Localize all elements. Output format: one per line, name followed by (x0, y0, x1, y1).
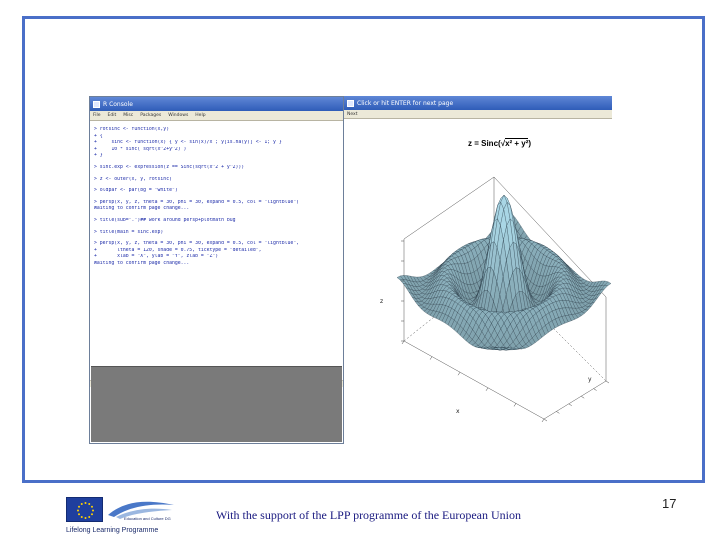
r-console-titlebar[interactable] (90, 97, 343, 111)
eu-star-icon (85, 502, 87, 504)
console-line: Waiting to confirm page change... (94, 206, 190, 212)
eu-star-icon (77, 510, 79, 512)
menu-file[interactable]: File (93, 113, 101, 118)
page-number: 17 (662, 496, 677, 511)
plot-title-formula (468, 139, 531, 148)
persp-plot (344, 119, 612, 444)
formula-rhs: x² + y² (505, 139, 529, 148)
axis-tick (556, 411, 559, 413)
axis-tick (458, 372, 460, 375)
menu-next[interactable]: Next (347, 111, 358, 117)
axis-tick (606, 381, 609, 383)
eu-star-icon (91, 506, 93, 508)
axis-tick (594, 389, 597, 391)
llp-caption: Lifelong Learning Programme (66, 527, 159, 534)
axis-tick (486, 388, 488, 391)
eu-stars-icon (67, 498, 104, 523)
console-line: Waiting to confirm page change... (94, 260, 190, 266)
eu-star-icon (92, 510, 94, 512)
eu-star-icon (88, 516, 90, 518)
box-edge (404, 341, 544, 419)
axis-tick (430, 357, 432, 360)
formula-lhs: z = Sinc( (468, 139, 501, 148)
r-app-icon (93, 101, 100, 108)
r-console-output[interactable] (90, 121, 343, 380)
console-line: > title(main = sinc.exp) (94, 229, 164, 235)
console-line: + ltheta = 120, shade = 0.75, ticktype = "detailed", (94, 247, 262, 253)
eu-star-icon (88, 503, 90, 505)
menu-packages[interactable]: Packages (140, 113, 162, 118)
axis-tick (514, 403, 516, 406)
r-graphics-title: Click or hit ENTER for next page (357, 99, 454, 107)
axis-tick (544, 419, 547, 421)
eu-flag-logo (66, 497, 103, 522)
eu-star-icon (91, 513, 93, 515)
formula-close: ) (528, 139, 532, 148)
formula-sqrt-sign: √ (500, 139, 506, 148)
axis-label-y: y (588, 376, 592, 383)
eu-star-icon (81, 516, 83, 518)
r-console-title: R Console (103, 100, 133, 108)
llp-mini-caption: Education and Culture DG (124, 516, 171, 521)
box-edge (404, 177, 494, 239)
r-graphics-titlebar[interactable] (344, 96, 612, 110)
axis-tick (542, 419, 544, 422)
eu-star-icon (81, 503, 83, 505)
console-line: + { (94, 133, 103, 139)
menu-edit[interactable]: Edit (107, 113, 117, 118)
console-line: + sinc <- function(x) { y <- sin(x)/x ; y[is.na(y)] <- 1; y } (94, 140, 282, 146)
box-edge (544, 381, 606, 419)
console-line: > rotsinc <- function(x,y) (94, 127, 170, 132)
console-line: + 10 * sinc( sqrt(x^2+y^2) ) (94, 146, 187, 152)
console-line: > z <- outer(x, y, rotsinc) (94, 176, 172, 182)
console-line: > oldpar <- par(bg = "white") (94, 188, 178, 194)
console-line: + } (94, 153, 103, 159)
r-graphics-menubar (344, 110, 612, 119)
surface-plot-svg (344, 119, 612, 444)
console-line: + xlab = "X", ylab = "Y", zlab = "Z") (94, 254, 219, 260)
console-line: > sinc.exp <- expression(z == Sinc(sqrt(x^2 + y^2))) (94, 164, 245, 170)
r-console-menubar (90, 111, 343, 121)
axis-tick (569, 404, 572, 406)
console-empty-area (91, 366, 342, 442)
axis-label-z: z (380, 298, 384, 305)
r-graphics-icon (347, 100, 354, 107)
axis-label-x: x (456, 408, 460, 415)
menu-misc[interactable]: Misc (123, 113, 134, 118)
menu-windows[interactable]: Windows (168, 113, 189, 118)
r-console-window[interactable] (89, 96, 344, 444)
console-line: > title(sub=".")## work around persp+plotmath bug (94, 217, 236, 223)
eu-star-icon (85, 517, 87, 519)
axis-tick (581, 396, 584, 398)
eu-star-icon (78, 506, 80, 508)
sinc-surface (397, 195, 611, 350)
r-graphics-window[interactable] (344, 96, 612, 444)
eu-star-icon (78, 513, 80, 515)
menu-help[interactable]: Help (195, 113, 206, 118)
console-line: > persp(x, y, z, theta = 30, phi = 30, expand = 0.5, col = "lightblue", (94, 241, 300, 247)
support-statement: With the support of the LPP programme of the European Union (216, 508, 522, 522)
console-line: > persp(x, y, z, theta = 30, phi = 30, expand = 0.5, col = "lightblue") (94, 199, 300, 205)
axis-tick (402, 341, 404, 344)
